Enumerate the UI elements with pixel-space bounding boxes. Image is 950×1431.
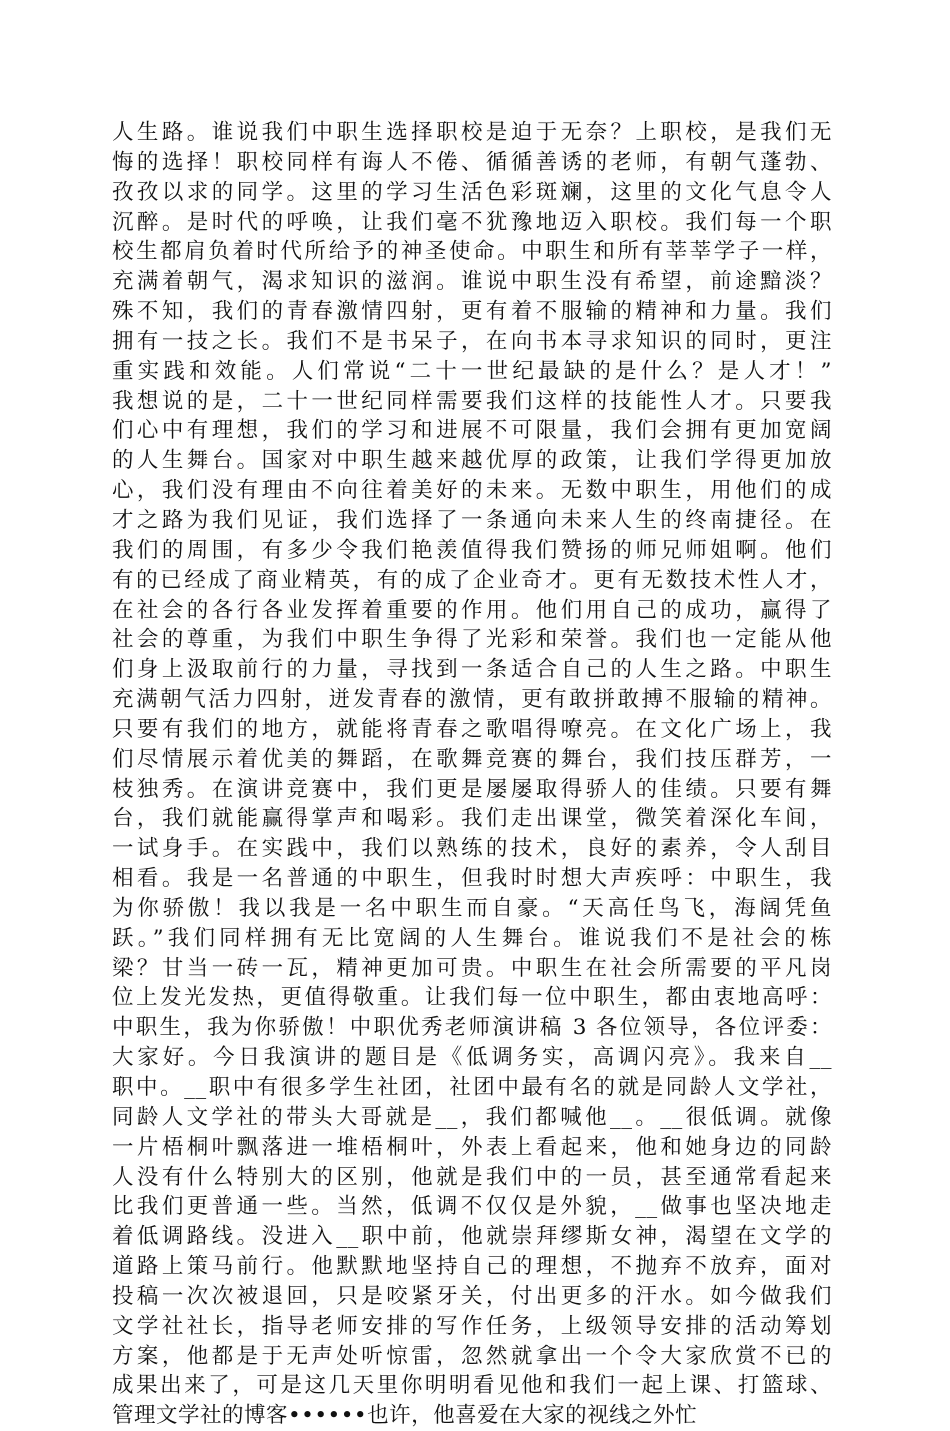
text-line: 着低调路线。没进入__职中前，他就崇拜缪斯女神，渴望在文学的 [112,1224,832,1250]
text-line: 人生路。谁说我们中职生选择职校是迫于无奈？上职校，是我们无 [112,120,832,145]
text-line: 人没有什么特别大的区别，他就是我们中的一员，甚至通常看起来 [112,1164,832,1190]
text-line: 我想说的是，二十一世纪同样需要我们这样的技能性人才。只要我 [112,388,832,414]
text-line: 悔的选择！职校同样有诲人不倦、循循善诱的老师，有朝气蓬勃、 [112,149,832,175]
text-line: 大家好。今日我演讲的题目是《低调务实，高调闪亮》。我来自__ [112,1045,832,1071]
text-line: 相看。我是一名普通的中职生，但我时时想大声疾呼：中职生，我 [112,866,832,892]
text-line: 一试身手。在实践中，我们以熟练的技术，良好的素养，令人刮目 [112,836,832,862]
text-line: 同龄人文学社的带头大哥就是__，我们都喊他__。__很低调。就像 [112,1104,832,1130]
text-line: 心，我们没有理由不向往着美好的未来。无数中职生，用他们的成 [112,478,832,504]
text-line: 才之路为我们见证，我们选择了一条通向未来人生的终南捷径。在 [112,507,832,533]
text-line: 社会的尊重，为我们中职生争得了光彩和荣誉。我们也一定能从他 [112,627,832,653]
text-line: 沉醉。是时代的呼唤，让我们毫不犹豫地迈入职校。我们每一个职 [112,209,832,235]
text-line: 职中。__职中有很多学生社团，社团中最有名的就是同龄人文学社， [112,1075,832,1100]
text-line: 只要有我们的地方，就能将青春之歌唱得嘹亮。在文化广场上，我 [112,716,832,742]
text-line: 们心中有理想，我们的学习和进展不可限量，我们会拥有更加宽阔 [112,418,832,444]
text-line: 的人生舞台。国家对中职生越来越优厚的政策，让我们学得更加放 [112,448,832,474]
text-line: 中职生，我为你骄傲！中职优秀老师演讲稿 3 各位领导，各位评委： [112,1015,832,1041]
text-line: 台，我们就能赢得掌声和喝彩。我们走出课堂，微笑着深化车间， [112,806,832,832]
text-line: 充满着朝气，渴求知识的滋润。谁说中职生没有希望，前途黯淡？ [112,269,832,295]
text-line: 枝独秀。在演讲竞赛中，我们更是屡屡取得骄人的佳绩。只要有舞 [112,776,832,802]
text-line: 管理文学社的博客••••••也许，他喜爱在大家的视线之外忙 [112,1403,698,1429]
text-line: 们身上汲取前行的力量，寻找到一条适合自己的人生之路。中职生 [112,657,832,683]
text-line: 成果出来了，可是这几天里你明明看见他和我们一起上课、打篮球、 [112,1373,832,1399]
text-line: 投稿一次次被退回，只是咬紧牙关，付出更多的汗水。如今做我们 [112,1283,832,1309]
body-text [112,118,832,1431]
text-line: 重实践和效能。人们常说“二十一世纪最缺的是什么？是人才！” [112,358,832,384]
text-line: 有的已经成了商业精英，有的成了企业奇才。更有无数技术性人才， [112,567,832,593]
text-line: 跃。”我们同样拥有无比宽阔的人生舞台。谁说我们不是社会的栋 [112,925,832,951]
text-line: 比我们更普通一些。当然，低调不仅仅是外貌，__做事也坚决地走 [112,1194,832,1220]
text-line: 拥有一技之长。我们不是书呆子，在向书本寻求知识的同时，更注 [112,328,832,354]
text-line: 校生都肩负着时代所给予的神圣使命。中职生和所有莘莘学子一样， [112,239,832,265]
text-line: 在社会的各行各业发挥着重要的作用。他们用自己的成功，赢得了 [112,597,832,623]
text-line: 一片梧桐叶飘落进一堆梧桐叶，外表上看起来，他和她身边的同龄 [112,1134,832,1160]
text-line: 们尽情展示着优美的舞蹈，在歌舞竞赛的舞台，我们技压群芳，一 [112,746,832,772]
text-line: 位上发光发热，更值得敬重。让我们每一位中职生，都由衷地高呼： [112,985,832,1011]
text-line: 我们的周围，有多少令我们艳羡值得我们赞扬的师兄师姐啊。他们 [112,537,832,563]
text-line: 文学社社长，指导老师安排的写作任务，上级领导安排的活动筹划 [112,1313,832,1339]
text-line: 孜孜以求的同学。这里的学习生活色彩斑斓，这里的文化气息令人 [112,179,832,205]
text-line: 梁？甘当一砖一瓦，精神更加可贵。中职生在社会所需要的平凡岗 [112,955,832,981]
text-line: 方案，他都是于无声处听惊雷，忽然就拿出一个令大家欣赏不已的 [112,1343,832,1369]
text-line: 道路上策马前行。他默默地坚持自己的理想，不抛弃不放弃，面对 [112,1254,832,1280]
text-line: 殊不知，我们的青春激情四射，更有着不服输的精神和力量。我们 [112,299,832,325]
text-line: 为你骄傲！我以我是一名中职生而自豪。“天高任鸟飞，海阔凭鱼 [112,895,832,921]
text-line: 充满朝气活力四射，迸发青春的激情，更有敢拼敢搏不服输的精神。 [112,687,832,713]
